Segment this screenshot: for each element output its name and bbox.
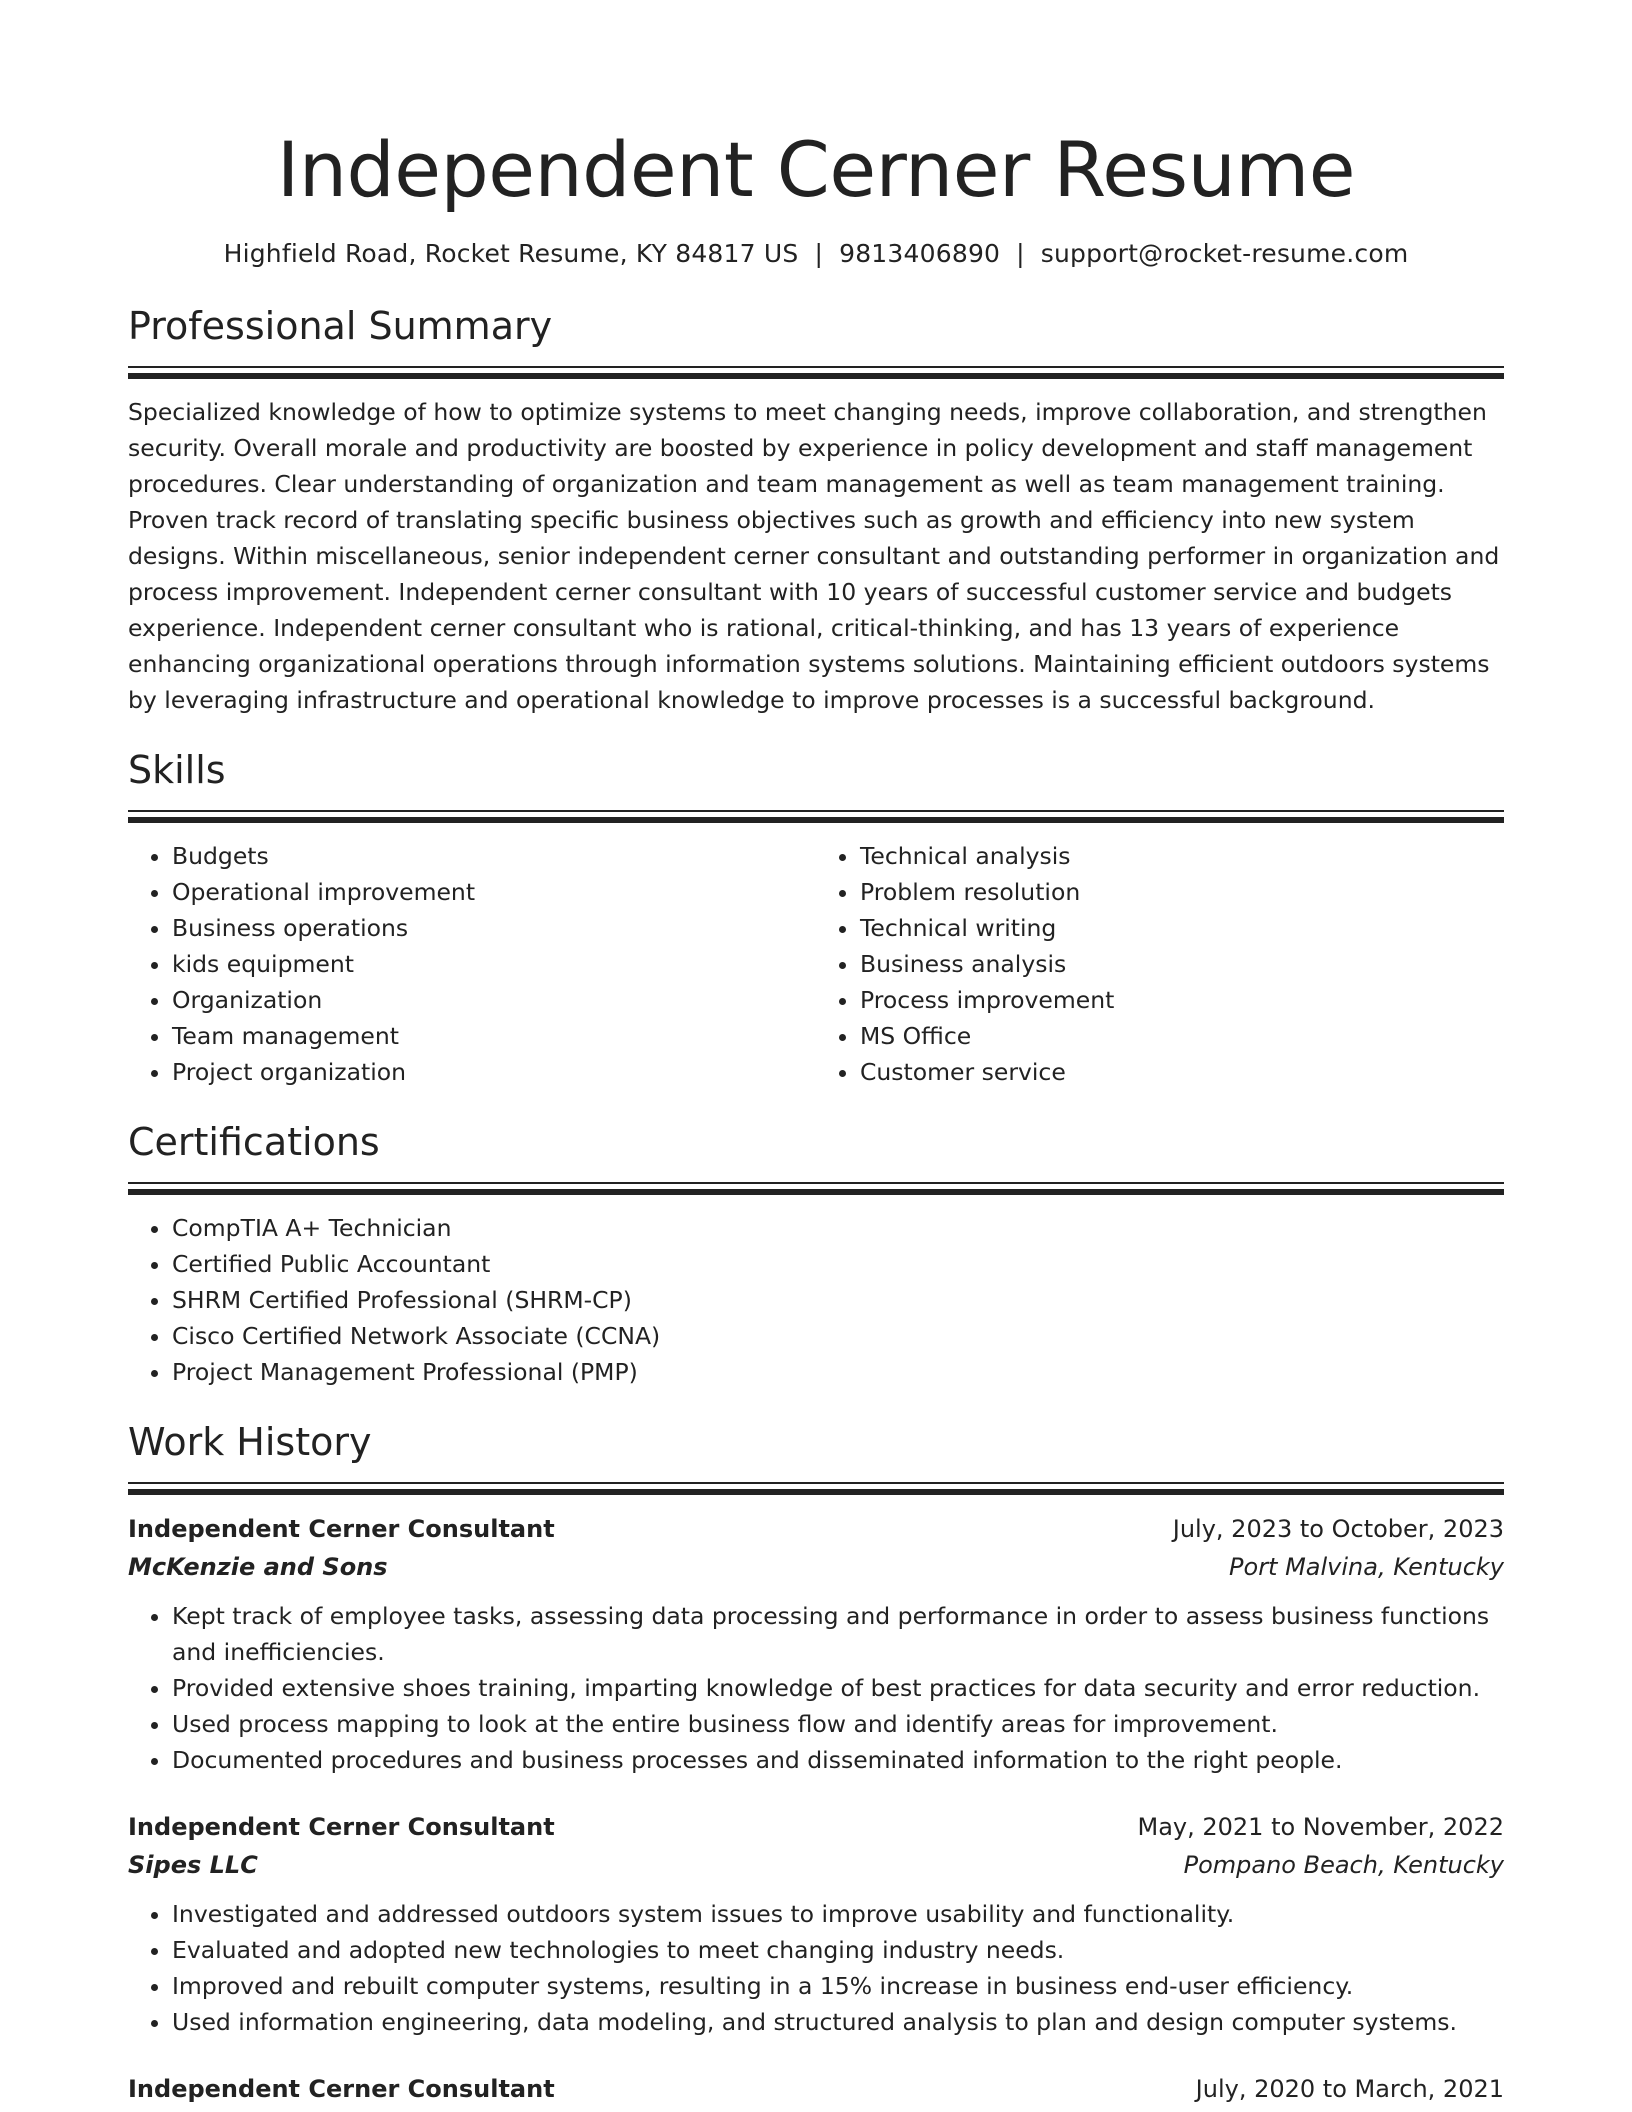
skills-section — [128, 746, 1504, 1090]
resume-title: Independent Cerner Resume — [276, 125, 1356, 214]
skill-item: • Technical writing — [860, 910, 1504, 946]
section-heading-skills: Skills — [128, 748, 226, 792]
contact-phone: 9813406890 — [839, 239, 1001, 268]
certification-item: • Certified Public Accountant — [172, 1246, 1504, 1282]
section-heading-work-history: Work History — [128, 1420, 372, 1464]
skills-list-right — [816, 838, 1504, 1090]
job-company-row — [128, 1846, 1504, 1884]
section-heading-summary: Professional Summary — [128, 304, 553, 348]
skill-item: • Business analysis — [860, 946, 1504, 982]
certification-item: • Cisco Certified Network Associate (CCNA) — [172, 1318, 1504, 1354]
work-history-section — [128, 1418, 1504, 2108]
contact-line — [128, 236, 1504, 272]
job-bullet: • Provided extensive shoes training, imparting knowledge of best practices for data security and error reduction. — [172, 1670, 1504, 1706]
job-entry — [128, 1808, 1504, 2040]
summary-text: Specialized knowledge of how to optimize systems to meet changing needs, improve collaboration, and strengthen security. Overall morale and productivity are boosted by experience in policy development and staff management procedures. Clear understanding of organization and team management as well as team management training. Proven track record of translating specific business objectives such as growth and efficiency into new system designs. Within miscellaneous, senior independent cerner consultant and outstanding performer in organization and process improvement. Independent cerner consultant with 10 years of successful customer service and budgets experience. Independent cerner consultant who is rational, critical-thinking, and has 13 years of experience enhancing organizational operations through information systems solutions. Maintaining efficient outdoors systems by leveraging infrastructure and operational knowledge to improve processes is a successful background. — [128, 398, 1500, 714]
contact-separator: | — [1016, 239, 1025, 268]
certification-item: • SHRM Certified Professional (SHRM-CP) — [172, 1282, 1504, 1318]
skill-item: • kids equipment — [172, 946, 816, 982]
section-divider — [128, 1482, 1504, 1490]
job-bullets — [128, 1896, 1504, 2040]
job-entry — [128, 1510, 1504, 1778]
job-entry — [128, 2070, 1504, 2108]
section-divider — [128, 366, 1504, 374]
skills-columns — [128, 838, 1504, 1090]
job-bullet: • Evaluated and adopted new technologies to meet changing industry needs. — [172, 1932, 1504, 1968]
job-title: Independent Cerner Consultant — [128, 2075, 555, 2103]
job-company: McKenzie and Sons — [128, 1553, 388, 1581]
job-bullet: • Improved and rebuilt computer systems, resulting in a 15% increase in business end-user efficiency. — [172, 1968, 1504, 2004]
resume-page — [128, 120, 1504, 2108]
job-header-row — [128, 1808, 1504, 1846]
certification-item: • CompTIA A+ Technician — [172, 1210, 1504, 1246]
skill-item: • MS Office — [860, 1018, 1504, 1054]
job-header-row — [128, 1510, 1504, 1548]
job-header-row — [128, 2070, 1504, 2108]
section-heading-certifications: Certifications — [128, 1120, 380, 1164]
job-dates: July, 2023 to October, 2023 — [1172, 1515, 1504, 1543]
section-divider — [128, 1182, 1504, 1190]
section-divider — [128, 810, 1504, 818]
job-title: Independent Cerner Consultant — [128, 1515, 555, 1543]
job-dates: May, 2021 to November, 2022 — [1137, 1813, 1504, 1841]
job-bullet: • Documented procedures and business processes and disseminated information to the right people. — [172, 1742, 1504, 1778]
skills-list-left — [128, 838, 816, 1090]
certification-item: • Project Management Professional (PMP) — [172, 1354, 1504, 1390]
job-title: Independent Cerner Consultant — [128, 1813, 555, 1841]
skill-item: • Customer service — [860, 1054, 1504, 1090]
skill-item: • Project organization — [172, 1054, 816, 1090]
job-bullets — [128, 1598, 1504, 1778]
summary-section — [128, 302, 1504, 718]
skill-item: • Operational improvement — [172, 874, 816, 910]
skill-item: • Problem resolution — [860, 874, 1504, 910]
contact-address: Highfield Road, Rocket Resume, KY 84817 US — [223, 239, 799, 268]
skill-item: • Team management — [172, 1018, 816, 1054]
skill-item: • Business operations — [172, 910, 816, 946]
certifications-section — [128, 1118, 1504, 1390]
job-bullet: • Kept track of employee tasks, assessing data processing and performance in order to assess business functions and inefficiencies. — [172, 1598, 1504, 1670]
job-dates: July, 2020 to March, 2021 — [1195, 2075, 1504, 2103]
skill-item: • Technical analysis — [860, 838, 1504, 874]
job-company: Sipes LLC — [128, 1851, 258, 1879]
contact-email: support@rocket-resume.com — [1040, 239, 1409, 268]
skill-item: • Organization — [172, 982, 816, 1018]
job-bullet: • Used process mapping to look at the entire business flow and identify areas for improvement. — [172, 1706, 1504, 1742]
job-location: Pompano Beach, Kentucky — [1183, 1851, 1504, 1879]
skill-item: • Budgets — [172, 838, 816, 874]
job-bullet: • Investigated and addressed outdoors system issues to improve usability and functionality. — [172, 1896, 1504, 1932]
certifications-list — [128, 1210, 1504, 1390]
job-company-row — [128, 1548, 1504, 1586]
contact-separator: | — [814, 239, 824, 268]
job-bullet: • Used information engineering, data modeling, and structured analysis to plan and design computer systems. — [172, 2004, 1504, 2040]
skill-item: • Process improvement — [860, 982, 1504, 1018]
job-location: Port Malvina, Kentucky — [1229, 1553, 1504, 1581]
